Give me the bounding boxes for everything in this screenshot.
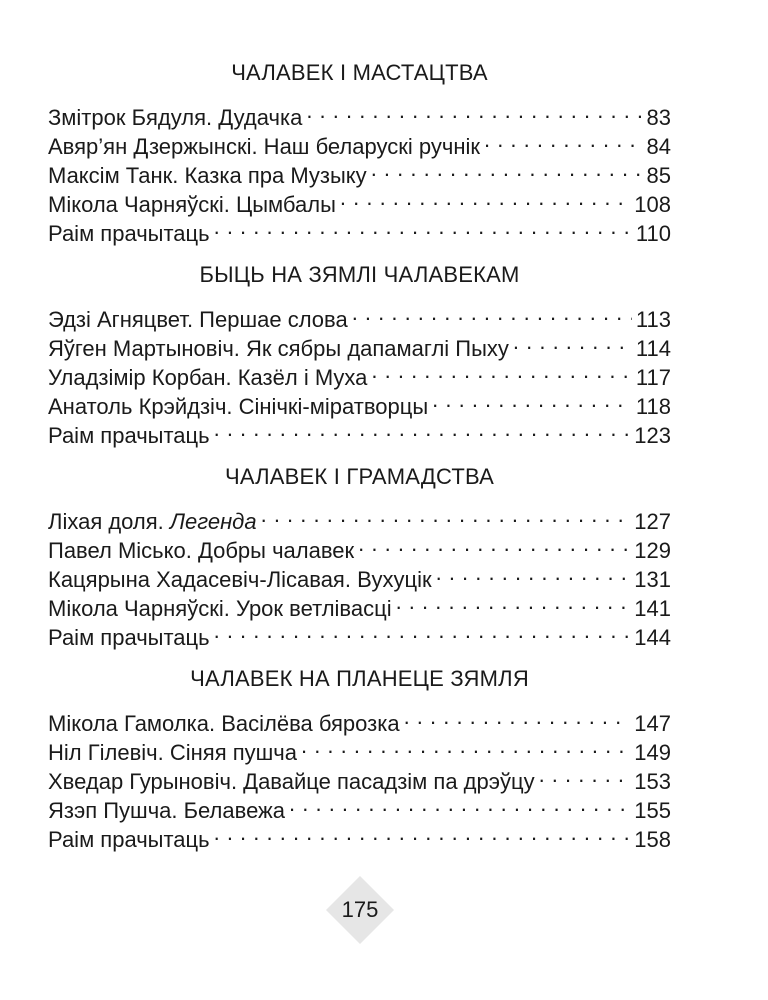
page-number: 175 <box>341 897 379 922</box>
dot-leader <box>371 154 643 183</box>
entry-page-number: 144 <box>634 625 671 650</box>
section-title: ЧАЛАВЕК І МАСТАЦТВА <box>231 60 488 85</box>
entry-title: Павел Місько. Добры чалавек <box>48 538 355 563</box>
entry-page-number: 117 <box>635 365 671 390</box>
entry-title: Раім прачытаць <box>48 827 210 852</box>
entry-page-number: 114 <box>635 336 671 361</box>
entry-title <box>48 507 257 536</box>
toc-entry[interactable] <box>48 702 671 736</box>
entry-page-number: 153 <box>634 769 671 794</box>
dot-leader <box>404 702 631 731</box>
section-entries <box>48 96 671 246</box>
entry-page-number: 149 <box>634 740 671 765</box>
dot-leader <box>261 500 631 529</box>
entry-page-number: 141 <box>634 596 671 621</box>
entry-page-number: 131 <box>634 567 671 592</box>
toc-section <box>48 664 671 852</box>
entry-title: Мікола Гамолка. Васілёва бярозка <box>48 711 400 736</box>
entry-title: Эдзі Агняцвет. Першае слова <box>48 307 348 332</box>
entry-title-main: Ліхая доля. <box>48 509 164 534</box>
entry-title: Раім прачытаць <box>48 423 210 448</box>
entry-title: Максім Танк. Казка пра Музыку <box>48 163 367 188</box>
entry-title: Яўген Мартыновіч. Як сябры дапамаглі Пыху <box>48 336 509 361</box>
entry-page-number: 127 <box>634 509 671 534</box>
entry-page-number: 158 <box>634 827 671 852</box>
entry-page-number: 113 <box>635 307 671 332</box>
toc-entry[interactable] <box>48 500 671 534</box>
page-number-badge <box>324 874 396 946</box>
toc-entry[interactable] <box>48 298 671 332</box>
dot-leader <box>539 760 631 789</box>
dot-leader <box>289 789 630 818</box>
dot-leader <box>214 616 631 645</box>
entry-title: Хведар Гурыновіч. Давайце пасадзім па дрэўцу <box>48 769 535 794</box>
section-title: БЫЦЬ НА ЗЯМЛІ ЧАЛАВЕКАМ <box>199 262 520 287</box>
section-entries <box>48 702 671 852</box>
entry-page-number: 108 <box>634 192 671 217</box>
section-title: ЧАЛАВЕК НА ПЛАНЕЦЕ ЗЯМЛЯ <box>190 666 529 691</box>
dot-leader <box>396 587 631 616</box>
dot-leader <box>214 414 631 443</box>
entry-title: Анатоль Крэйдзіч. Сінічкі-міратворцы <box>48 394 429 419</box>
dot-leader <box>340 183 630 212</box>
dot-leader <box>358 529 630 558</box>
entry-page-number: 85 <box>646 163 671 188</box>
dot-leader <box>214 818 631 847</box>
entry-page-number: 83 <box>646 105 671 130</box>
entry-title: Авяр’ян Дзержынскі. Наш беларускі ручнік <box>48 134 480 159</box>
toc-section <box>48 260 671 448</box>
toc-entry[interactable] <box>48 96 671 130</box>
section-entries <box>48 500 671 650</box>
entry-title: Раім прачытаць <box>48 625 210 650</box>
dot-leader <box>432 385 632 414</box>
dot-leader <box>214 212 632 241</box>
entry-page-number: 123 <box>634 423 671 448</box>
dot-leader <box>306 96 642 125</box>
entry-page-number: 147 <box>634 711 671 736</box>
entry-page-number: 118 <box>635 394 671 419</box>
entry-title: Язэп Пушча. Белавежа <box>48 798 286 823</box>
dot-leader <box>436 558 631 587</box>
entry-page-number: 110 <box>635 221 671 246</box>
entry-page-number: 155 <box>634 798 671 823</box>
toc-section <box>48 58 671 246</box>
section-entries <box>48 298 671 448</box>
section-title: ЧАЛАВЕК І ГРАМАДСТВА <box>224 464 495 489</box>
toc-section <box>48 462 671 650</box>
entry-page-number: 84 <box>646 134 671 159</box>
entry-title: Мікола Чарняўскі. Цымбалы <box>48 192 336 217</box>
entry-title: Ніл Гілевіч. Сіняя пушча <box>48 740 297 765</box>
dot-leader <box>301 731 630 760</box>
dot-leader <box>513 327 632 356</box>
dot-leader <box>484 125 643 154</box>
entry-title-genre: Легенда <box>169 509 257 534</box>
entry-title: Раім прачытаць <box>48 221 210 246</box>
entry-title: Змітрок Бядуля. Дудачка <box>48 105 303 130</box>
entry-title: Уладзімір Корбан. Казёл і Муха <box>48 365 368 390</box>
entry-page-number: 129 <box>634 538 671 563</box>
entry-title: Мікола Чарняўскі. Урок ветлівасці <box>48 596 392 621</box>
table-of-contents <box>48 58 671 866</box>
entry-title: Кацярына Хадасевіч-Лісавая. Вухуцік <box>48 567 432 592</box>
dot-leader <box>371 356 632 385</box>
dot-leader <box>352 298 632 327</box>
